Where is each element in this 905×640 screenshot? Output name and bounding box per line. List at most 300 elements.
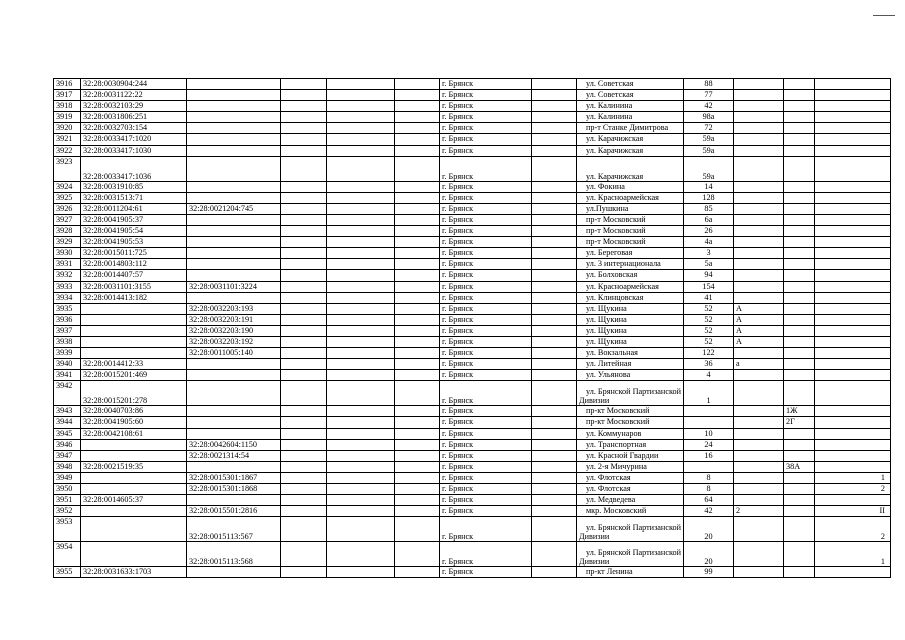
empty-cell <box>395 226 440 237</box>
house-letter <box>734 270 784 281</box>
empty-cell <box>395 101 440 112</box>
parent-cadastral <box>187 123 281 134</box>
parent-cadastral <box>187 226 281 237</box>
empty-cell <box>281 156 327 181</box>
house-number: 72 <box>684 123 734 134</box>
flat-number: 2 <box>815 517 891 542</box>
table-row <box>54 145 891 156</box>
empty-cell <box>395 406 440 417</box>
table-row <box>54 112 891 123</box>
cadastral-number: 32:28:0015201:469 <box>81 370 187 381</box>
empty-cell <box>395 237 440 248</box>
house-letter <box>734 517 784 542</box>
empty-cell <box>281 292 327 303</box>
empty-cell <box>532 292 577 303</box>
street-cell: мкр. Московский <box>577 506 684 517</box>
street-cell: ул. Литейная <box>577 359 684 370</box>
cadastral-number: 32:28:0011204:61 <box>81 203 187 214</box>
city-cell: г. Брянск <box>440 461 532 472</box>
parent-cadastral <box>187 270 281 281</box>
empty-cell <box>395 428 440 439</box>
empty-cell <box>395 517 440 542</box>
empty-cell <box>281 90 327 101</box>
empty-cell <box>327 79 395 90</box>
flat-number <box>815 370 891 381</box>
flat-number <box>815 406 891 417</box>
flat-number <box>815 248 891 259</box>
row-number: 3930 <box>54 248 81 259</box>
house-number: 77 <box>684 90 734 101</box>
empty-cell <box>532 90 577 101</box>
city-cell: г. Брянск <box>440 259 532 270</box>
table-row <box>54 417 891 428</box>
house-number: 42 <box>684 101 734 112</box>
row-number: 3951 <box>54 495 81 506</box>
street-cell <box>577 381 684 406</box>
building-number <box>784 181 815 192</box>
row-number: 3952 <box>54 506 81 517</box>
flat-number: 2 <box>815 484 891 495</box>
house-number: 59а <box>684 156 734 181</box>
house-number: 122 <box>684 348 734 359</box>
empty-cell <box>532 484 577 495</box>
empty-cell <box>281 145 327 156</box>
empty-cell <box>281 417 327 428</box>
house-number: 4а <box>684 237 734 248</box>
table-row <box>54 336 891 347</box>
building-number <box>784 79 815 90</box>
flat-number <box>815 281 891 292</box>
house-letter <box>734 79 784 90</box>
empty-cell <box>327 314 395 325</box>
table-row <box>54 134 891 145</box>
building-number <box>784 145 815 156</box>
table-row <box>54 439 891 450</box>
building-number <box>784 428 815 439</box>
house-letter: А <box>734 303 784 314</box>
empty-cell <box>395 214 440 225</box>
row-number: 3944 <box>54 417 81 428</box>
city-cell: г. Брянск <box>440 495 532 506</box>
empty-cell <box>281 461 327 472</box>
house-letter <box>734 381 784 406</box>
house-number: 36 <box>684 359 734 370</box>
flat-number <box>815 270 891 281</box>
building-number <box>784 101 815 112</box>
street-cell: ул. Медведева <box>577 495 684 506</box>
house-number: 99 <box>684 567 734 578</box>
empty-cell <box>532 281 577 292</box>
parent-cadastral: 32:28:0032203:192 <box>187 336 281 347</box>
empty-cell <box>327 336 395 347</box>
empty-cell <box>281 248 327 259</box>
house-number: 8 <box>684 484 734 495</box>
empty-cell <box>281 428 327 439</box>
empty-cell <box>395 248 440 259</box>
city-cell: г. Брянск <box>440 112 532 123</box>
table-row <box>54 348 891 359</box>
empty-cell <box>281 495 327 506</box>
house-letter <box>734 145 784 156</box>
flat-number <box>815 156 891 181</box>
empty-cell <box>395 314 440 325</box>
house-number: 14 <box>684 181 734 192</box>
empty-cell <box>281 359 327 370</box>
parent-cadastral <box>187 90 281 101</box>
building-number: 38А <box>784 461 815 472</box>
empty-cell <box>395 542 440 567</box>
table-row <box>54 123 891 134</box>
empty-cell <box>327 203 395 214</box>
empty-cell <box>281 314 327 325</box>
city-cell: г. Брянск <box>440 145 532 156</box>
empty-cell <box>395 90 440 101</box>
row-number: 3935 <box>54 303 81 314</box>
empty-cell <box>395 336 440 347</box>
cadastral-number: 32:28:0014413:182 <box>81 292 187 303</box>
street-cell: ул. Красноармейская <box>577 192 684 203</box>
empty-cell <box>395 79 440 90</box>
empty-cell <box>281 567 327 578</box>
empty-cell <box>532 123 577 134</box>
parent-cadastral <box>187 567 281 578</box>
row-number: 3927 <box>54 214 81 225</box>
house-number: 10 <box>684 428 734 439</box>
flat-number <box>815 303 891 314</box>
table-row <box>54 214 891 225</box>
empty-cell <box>395 292 440 303</box>
house-letter <box>734 406 784 417</box>
city-cell: г. Брянск <box>440 134 532 145</box>
empty-cell <box>395 270 440 281</box>
empty-cell <box>532 112 577 123</box>
empty-cell <box>327 381 395 406</box>
cadastral-number: 32:28:0031806:251 <box>81 112 187 123</box>
city-cell: г. Брянск <box>440 336 532 347</box>
table-row <box>54 281 891 292</box>
flat-number <box>815 134 891 145</box>
table-row <box>54 381 891 406</box>
cadastral-number: 32:28:0032103:29 <box>81 101 187 112</box>
empty-cell <box>532 336 577 347</box>
cadastral-number <box>81 314 187 325</box>
table-row <box>54 495 891 506</box>
parent-cadastral: 32:28:0015301:1868 <box>187 484 281 495</box>
cadastral-number: 32:28:0014605:37 <box>81 495 187 506</box>
city-cell: г. Брянск <box>440 123 532 134</box>
house-number: 8 <box>684 472 734 483</box>
house-number: 20 <box>684 542 734 567</box>
parent-cadastral: 32:28:0015301:1867 <box>187 472 281 483</box>
row-number: 3938 <box>54 336 81 347</box>
empty-cell <box>327 145 395 156</box>
address-register-table <box>53 78 891 578</box>
cadastral-number: 32:28:0031513:71 <box>81 192 187 203</box>
parent-cadastral <box>187 156 281 181</box>
empty-cell <box>395 156 440 181</box>
empty-cell <box>327 112 395 123</box>
table-row <box>54 506 891 517</box>
street-cell: ул. Вокзальная <box>577 348 684 359</box>
empty-cell <box>327 192 395 203</box>
cadastral-number: 32:28:0031910:85 <box>81 181 187 192</box>
city-cell: г. Брянск <box>440 90 532 101</box>
empty-cell <box>327 472 395 483</box>
parent-cadastral: 32:28:0032203:193 <box>187 303 281 314</box>
parent-cadastral <box>187 192 281 203</box>
empty-cell <box>532 134 577 145</box>
city-cell: г. Брянск <box>440 359 532 370</box>
building-number <box>784 123 815 134</box>
empty-cell <box>395 303 440 314</box>
house-letter <box>734 156 784 181</box>
house-number: 41 <box>684 292 734 303</box>
street-line-2: Дивизии <box>579 557 610 567</box>
parent-cadastral <box>187 495 281 506</box>
empty-cell <box>395 112 440 123</box>
empty-cell <box>532 348 577 359</box>
house-letter: А <box>734 336 784 347</box>
cadastral-number: 32:28:0040703:86 <box>81 406 187 417</box>
row-number: 3917 <box>54 90 81 101</box>
cadastral-number <box>81 484 187 495</box>
empty-cell <box>395 181 440 192</box>
table-row <box>54 325 891 336</box>
flat-number <box>815 439 891 450</box>
house-letter <box>734 226 784 237</box>
house-number: 85 <box>684 203 734 214</box>
cadastral-number: 32:28:0014412:33 <box>81 359 187 370</box>
flat-number <box>815 145 891 156</box>
building-number <box>784 237 815 248</box>
row-number: 3933 <box>54 281 81 292</box>
house-letter <box>734 123 784 134</box>
empty-cell <box>532 439 577 450</box>
table-row <box>54 237 891 248</box>
house-letter <box>734 237 784 248</box>
street-cell: пр-т Московский <box>577 237 684 248</box>
parent-cadastral <box>187 417 281 428</box>
table-row <box>54 428 891 439</box>
cadastral-number: 32:28:0042108:61 <box>81 428 187 439</box>
parent-cadastral <box>187 292 281 303</box>
empty-cell <box>532 101 577 112</box>
flat-number <box>815 495 891 506</box>
parent-cadastral <box>187 145 281 156</box>
empty-cell <box>327 101 395 112</box>
building-number <box>784 336 815 347</box>
row-number: 3919 <box>54 112 81 123</box>
empty-cell <box>281 112 327 123</box>
street-line-1: ул. Брянской Партизанской <box>586 548 681 558</box>
street-cell: ул. Калинина <box>577 101 684 112</box>
empty-cell <box>395 359 440 370</box>
house-letter <box>734 417 784 428</box>
row-number: 3950 <box>54 484 81 495</box>
scan-edge-mark <box>873 15 895 16</box>
house-letter <box>734 90 784 101</box>
row-number: 3926 <box>54 203 81 214</box>
flat-number <box>815 567 891 578</box>
house-letter <box>734 292 784 303</box>
empty-cell <box>281 134 327 145</box>
city-cell: г. Брянск <box>440 417 532 428</box>
house-number: 4 <box>684 370 734 381</box>
street-cell: ул. Красноармейская <box>577 281 684 292</box>
empty-cell <box>327 370 395 381</box>
cadastral-number <box>81 450 187 461</box>
empty-cell <box>532 370 577 381</box>
empty-cell <box>327 567 395 578</box>
cadastral-number <box>81 517 187 542</box>
empty-cell <box>281 406 327 417</box>
table-row <box>54 542 891 567</box>
table-row <box>54 248 891 259</box>
table-row <box>54 181 891 192</box>
street-cell: ул. Коммунаров <box>577 428 684 439</box>
street-line-2: Дивизии <box>579 396 610 406</box>
cadastral-number: 32:28:0015011:725 <box>81 248 187 259</box>
row-number: 3942 <box>54 381 81 406</box>
table-row <box>54 517 891 542</box>
parent-cadastral: 32:28:0015113:568 <box>187 542 281 567</box>
empty-cell <box>532 192 577 203</box>
building-number <box>784 359 815 370</box>
parent-cadastral: 32:28:0021204:745 <box>187 203 281 214</box>
empty-cell <box>532 406 577 417</box>
house-letter <box>734 259 784 270</box>
row-number: 3934 <box>54 292 81 303</box>
empty-cell <box>281 336 327 347</box>
house-number: 59а <box>684 134 734 145</box>
house-number: 52 <box>684 314 734 325</box>
city-cell: г. Брянск <box>440 281 532 292</box>
parent-cadastral <box>187 406 281 417</box>
street-cell: пр-т Московский <box>577 214 684 225</box>
parent-cadastral <box>187 370 281 381</box>
street-cell: ул. Советская <box>577 79 684 90</box>
parent-cadastral <box>187 248 281 259</box>
house-letter <box>734 214 784 225</box>
empty-cell <box>395 123 440 134</box>
house-number: 52 <box>684 303 734 314</box>
empty-cell <box>281 79 327 90</box>
empty-cell <box>281 472 327 483</box>
flat-number <box>815 203 891 214</box>
cadastral-number: 32:28:0041905:53 <box>81 237 187 248</box>
city-cell: г. Брянск <box>440 192 532 203</box>
city-cell: г. Брянск <box>440 348 532 359</box>
empty-cell <box>327 281 395 292</box>
city-cell: г. Брянск <box>440 406 532 417</box>
street-cell: ул. 2-я Мичурина <box>577 461 684 472</box>
empty-cell <box>281 259 327 270</box>
house-letter <box>734 495 784 506</box>
flat-number <box>815 259 891 270</box>
city-cell: г. Брянск <box>440 226 532 237</box>
empty-cell <box>327 156 395 181</box>
cadastral-number: 32:28:0041905:37 <box>81 214 187 225</box>
empty-cell <box>395 472 440 483</box>
building-number: 2Г <box>784 417 815 428</box>
table-row <box>54 359 891 370</box>
empty-cell <box>395 567 440 578</box>
street-line-1: ул. Брянской Партизанской <box>586 387 681 397</box>
row-number: 3940 <box>54 359 81 370</box>
table-row <box>54 370 891 381</box>
empty-cell <box>327 123 395 134</box>
building-number <box>784 90 815 101</box>
house-letter <box>734 450 784 461</box>
street-cell: ул. Советская <box>577 90 684 101</box>
building-number <box>784 314 815 325</box>
house-number: 6а <box>684 214 734 225</box>
row-number: 3943 <box>54 406 81 417</box>
city-cell: г. Брянск <box>440 517 532 542</box>
empty-cell <box>327 214 395 225</box>
flat-number <box>815 450 891 461</box>
building-number <box>784 214 815 225</box>
empty-cell <box>281 226 327 237</box>
empty-cell <box>327 181 395 192</box>
parent-cadastral: 32:28:0015501:2816 <box>187 506 281 517</box>
empty-cell <box>327 348 395 359</box>
empty-cell <box>395 506 440 517</box>
empty-cell <box>395 259 440 270</box>
street-cell: ул. Щукина <box>577 336 684 347</box>
street-cell: ул. Ульянова <box>577 370 684 381</box>
empty-cell <box>395 145 440 156</box>
row-number: 3923 <box>54 156 81 181</box>
building-number: 1Ж <box>784 406 815 417</box>
row-number: 3941 <box>54 370 81 381</box>
empty-cell <box>532 226 577 237</box>
empty-cell <box>327 303 395 314</box>
house-letter <box>734 370 784 381</box>
address-register-body <box>54 79 891 578</box>
city-cell: г. Брянск <box>440 428 532 439</box>
house-letter <box>734 134 784 145</box>
empty-cell <box>532 517 577 542</box>
house-letter <box>734 101 784 112</box>
cadastral-number <box>81 542 187 567</box>
empty-cell <box>327 439 395 450</box>
parent-cadastral <box>187 214 281 225</box>
house-number: 59а <box>684 145 734 156</box>
empty-cell <box>532 472 577 483</box>
empty-cell <box>327 325 395 336</box>
building-number <box>784 348 815 359</box>
building-number <box>784 226 815 237</box>
parent-cadastral <box>187 134 281 145</box>
empty-cell <box>532 381 577 406</box>
empty-cell <box>532 495 577 506</box>
parent-cadastral <box>187 461 281 472</box>
empty-cell <box>281 237 327 248</box>
house-number: 1 <box>684 381 734 406</box>
empty-cell <box>532 450 577 461</box>
flat-number <box>815 101 891 112</box>
building-number <box>784 567 815 578</box>
row-number: 3954 <box>54 542 81 567</box>
empty-cell <box>281 517 327 542</box>
empty-cell <box>327 506 395 517</box>
parent-cadastral <box>187 381 281 406</box>
house-letter <box>734 428 784 439</box>
cadastral-number: 32:28:0031122:22 <box>81 90 187 101</box>
table-row <box>54 259 891 270</box>
house-letter <box>734 181 784 192</box>
